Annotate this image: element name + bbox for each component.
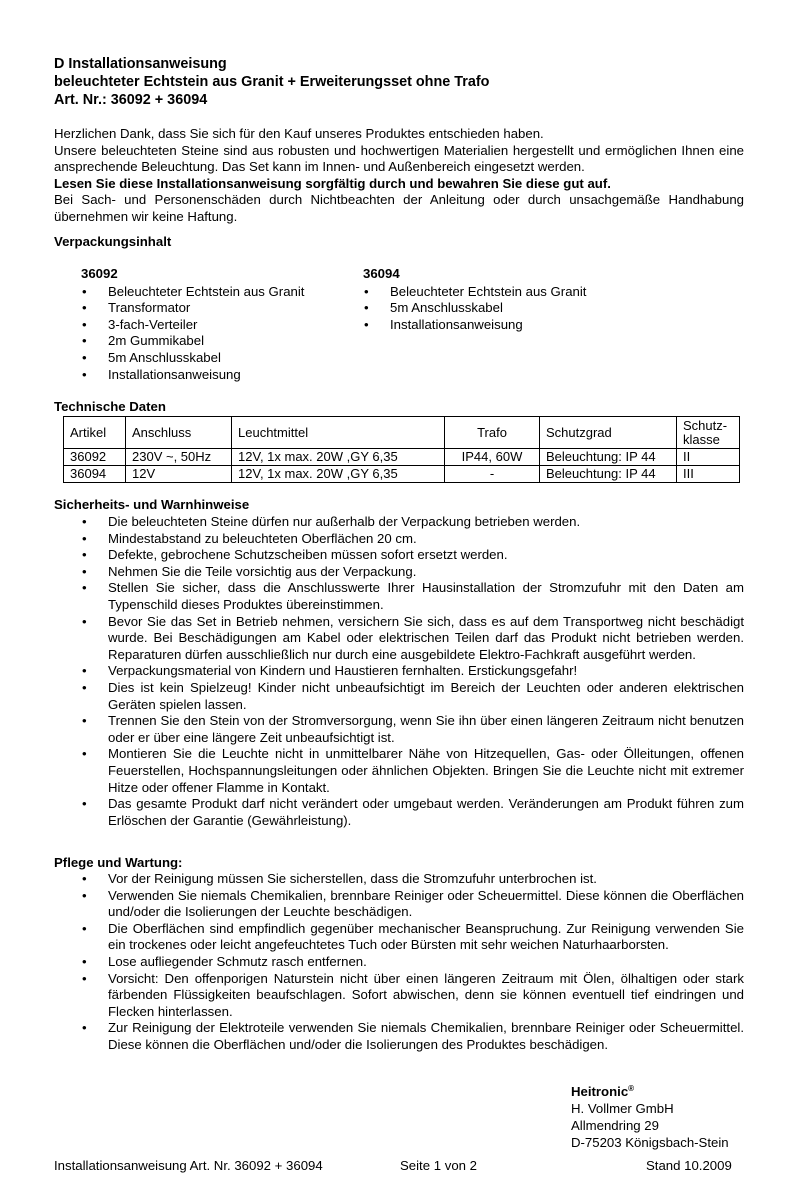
intro-description: Unsere beleuchteten Steine sind aus robusten und hochwertigen Materialien hergestellt und ermöglichen Ihnen eine ansprechende Beleuchtung. Das Set kann im Innen- und Außenbereich eingesetzt werden. — [54, 142, 744, 175]
footer-page-number: Seite 1 von 2 — [400, 1158, 477, 1173]
tech-table — [63, 416, 740, 483]
intro-read-notice: Lesen Sie diese Installationsanweisung sorgfältig durch und bewahren Sie diese gut auf. — [54, 175, 611, 191]
package-column-36092 — [81, 266, 381, 383]
company-name: Heitronic® — [571, 1084, 635, 1099]
list-item: • Dies ist kein Spielzeug! Kinder nicht unbeaufsichtigt im Bereich der Leuchten oder anderen elektrischen Geräten spielen lassen. — [81, 680, 744, 713]
list-item: • Nehmen Sie die Teile vorsichtig aus der Verpackung. — [81, 564, 744, 581]
list-item: • 5m Anschlusskabel — [81, 350, 381, 367]
list-item: • Vorsicht: Den offenporigen Naturstein nicht über einen längeren Zeitraum mit Ölen, ölhaltigen oder stark färbenden Flüssigkeiten beaufschlagen. Sofort abwischen, denn sie können eventuell tief eindringen und Flecken hinterlassen. — [81, 971, 744, 1021]
list-item: • 5m Anschlusskabel — [363, 300, 663, 317]
intro-liability: Bei Sach- und Personenschäden durch Nichtbeachten der Anleitung oder durch unsachgemäße Handhabung übernehmen wir keine Haftung. — [54, 192, 744, 224]
list-item: • Montieren Sie die Leuchte nicht in unmittelbarer Nähe von Hitzequellen, Gas- oder Ölleitungen, offenen Feuerstellen, Hochspannungsleitungen oder ähnlichen Objekten. Bringen Sie die Leuchte nicht mit extremer Hitze oder offener Flamme in Kontakt. — [81, 746, 744, 796]
table-cell: II — [677, 449, 740, 466]
header-article-number: Art. Nr.: 36092 + 36094 — [54, 92, 208, 108]
tech-title: Technische Daten — [54, 399, 166, 414]
package-title: Verpackungsinhalt — [54, 234, 172, 249]
list-item: • Vor der Reinigung müssen Sie sicherstellen, dass die Stromzufuhr unterbrochen ist. — [81, 871, 744, 888]
list-item: • Trennen Sie den Stein von der Stromversorgung, wenn Sie ihn über einen längeren Zeitraum nicht benutzen oder er über eine längere Zeit unbeaufsichtigt ist. — [81, 713, 744, 746]
table-header-cell: Trafo — [445, 417, 540, 449]
document-header — [54, 55, 489, 109]
footer-document-name: Installationsanweisung Art. Nr. 36092 + 36094 — [54, 1158, 323, 1173]
table-header-cell: Schutz- klasse — [677, 417, 740, 449]
footer-date: Stand 10.2009 — [646, 1158, 732, 1173]
list-item: • Das gesamte Produkt darf nicht verändert oder umgebaut werden. Veränderungen am Produkt führen zum Erlöschen der Garantie (Gewährleistung). — [81, 796, 744, 829]
package-code: 36092 — [81, 266, 118, 281]
company-address — [571, 1083, 729, 1151]
table-row — [64, 466, 740, 483]
list-item: • Die beleuchteten Steine dürfen nur außerhalb der Verpackung betrieben werden. — [81, 514, 744, 531]
list-item: • Transformator — [81, 300, 381, 317]
table-row — [64, 449, 740, 466]
list-item: • Beleuchteter Echtstein aus Granit — [81, 284, 381, 301]
list-item: • Zur Reinigung der Elektroteile verwenden Sie niemals Chemikalien, brennbare Reiniger oder Scheuermittel. Diese können die Oberflächen und/oder die Isolierungen des Produktes beschädigen. — [81, 1020, 744, 1053]
list-item: • Verpackungsmaterial von Kindern und Haustieren fernhalten. Erstickungsgefahr! — [81, 663, 744, 680]
list-item: • Mindestabstand zu beleuchteten Oberflächen 20 cm. — [81, 531, 744, 548]
care-list — [81, 871, 744, 1054]
list-item: • Die Oberflächen sind empfindlich gegenüber mechanischer Beanspruchung. Zur Reinigung verwenden Sie ein trockenes oder leicht angefeuchtetes Tuch oder Bürsten mit sehr weichen Naturhaarborsten. — [81, 921, 744, 954]
package-list — [81, 284, 381, 384]
list-item: • Stellen Sie sicher, dass die Anschlusswerte Ihrer Hausinstallation der Stromzufuhr mit den Daten am Typenschild dieses Produktes übereinstimmen. — [81, 580, 744, 613]
table-cell: 12V — [126, 466, 232, 483]
table-header-cell: Schutzgrad — [540, 417, 677, 449]
header-title: D Installationsanweisung — [54, 56, 227, 72]
list-item: • 3-fach-Verteiler — [81, 317, 381, 334]
list-item: • Verwenden Sie niemals Chemikalien, brennbare Reiniger oder Scheuermittel. Diese können die Oberflächen und/oder die Isolierungen der Leuchte beschädigen. — [81, 888, 744, 921]
intro-thanks: Herzlichen Dank, dass Sie sich für den Kauf unseres Produktes entschieden haben. — [54, 126, 544, 141]
table-header-cell: Artikel — [64, 417, 126, 449]
table-cell: 36094 — [64, 466, 126, 483]
table-header-row — [64, 417, 740, 449]
list-item: • Installationsanweisung — [81, 367, 381, 384]
address-line: H. Vollmer GmbH — [571, 1101, 674, 1116]
list-item: • Defekte, gebrochene Schutzscheiben müssen sofort ersetzt werden. — [81, 547, 744, 564]
table-header-cell: Anschluss — [126, 417, 232, 449]
package-list — [363, 284, 663, 334]
table-cell: III — [677, 466, 740, 483]
header-subtitle: beleuchteter Echtstein aus Granit + Erweiterungsset ohne Trafo — [54, 74, 490, 90]
table-cell: Beleuchtung: IP 44 — [540, 449, 677, 466]
table-cell: - — [445, 466, 540, 483]
safety-title: Sicherheits- und Warnhinweise — [54, 497, 250, 512]
table-cell: 230V ~, 50Hz — [126, 449, 232, 466]
care-title: Pflege und Wartung: — [54, 855, 183, 870]
address-line: Allmendring 29 — [571, 1118, 659, 1133]
safety-list — [81, 514, 744, 829]
package-column-36094 — [363, 266, 663, 333]
table-cell: Beleuchtung: IP 44 — [540, 466, 677, 483]
table-cell: 36092 — [64, 449, 126, 466]
list-item: • Lose aufliegender Schmutz rasch entfernen. — [81, 954, 744, 971]
package-code: 36094 — [363, 266, 400, 281]
address-line: D-75203 Königsbach-Stein — [571, 1135, 729, 1150]
list-item: • Bevor Sie das Set in Betrieb nehmen, versichern Sie sich, dass es auf dem Transportweg nicht beschädigt wurde. Bei Beschädigungen am Kabel oder elektrischen Teilen darf das Produkt nicht betrieben werden. Reparaturen dürfen ausschließlich nur durch eine ausgebildete Elektro-Fachkraft ausgeführt werden. — [81, 614, 744, 664]
table-cell: 12V, 1x max. 20W ,GY 6,35 — [232, 466, 445, 483]
intro-section — [54, 126, 744, 226]
list-item: • 2m Gummikabel — [81, 333, 381, 350]
table-header-cell: Leuchtmittel — [232, 417, 445, 449]
table-cell: IP44, 60W — [445, 449, 540, 466]
list-item: • Installationsanweisung — [363, 317, 663, 334]
registered-mark: ® — [628, 1084, 635, 1093]
table-cell: 12V, 1x max. 20W ,GY 6,35 — [232, 449, 445, 466]
list-item: • Beleuchteter Echtstein aus Granit — [363, 284, 663, 301]
